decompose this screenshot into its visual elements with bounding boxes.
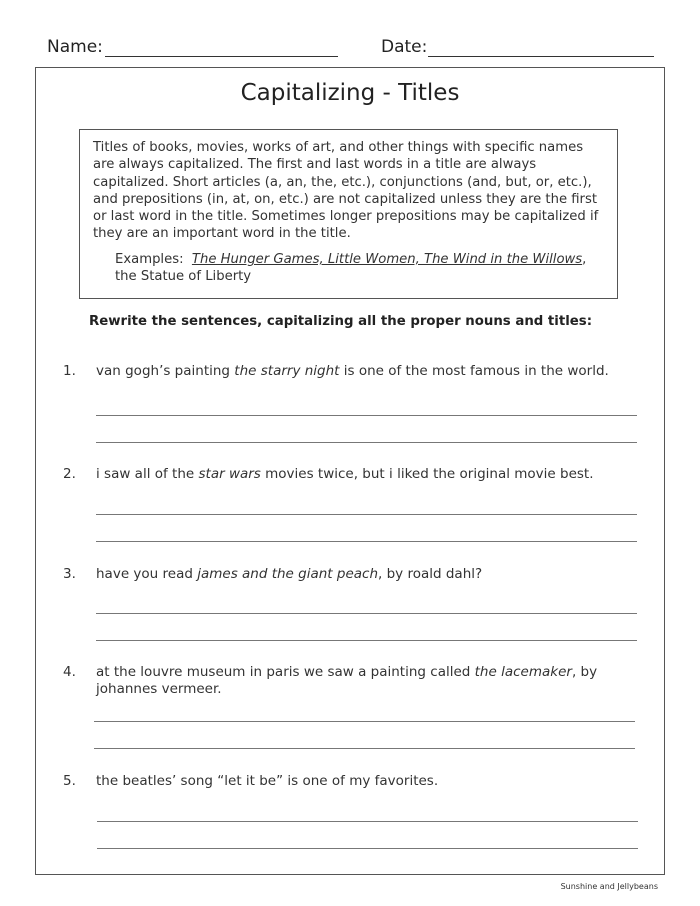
- question-number: 2.: [63, 466, 76, 482]
- answer-line[interactable]: [96, 613, 637, 614]
- name-label: Name:: [47, 37, 103, 57]
- answer-line[interactable]: [96, 514, 637, 515]
- examples-line: [115, 251, 605, 286]
- question-text: the beatles’ song “let it be” is one of my favorites.: [96, 773, 439, 789]
- date-label: Date:: [381, 37, 428, 57]
- answer-line[interactable]: [96, 415, 637, 416]
- info-paragraph: Titles of books, movies, works of art, and other things with specific names are always capitalized. The first and last words in a title are always capitalized. Short articles (a, an, the, etc.), conjunctions (and, but, or, etc.), and prepositions (in, at, on, etc.) are not capitalized unless they are the first or last word in the title. Sometimes longer prepositions may be capitalized if they are an important word in the title.: [93, 140, 599, 242]
- question-number: 5.: [63, 773, 76, 789]
- footer-credit: Sunshine and Jellybeans: [560, 882, 658, 891]
- examples-label: Examples:: [115, 252, 184, 267]
- question-number: 4.: [63, 664, 76, 680]
- examples-titles: The Hunger Games, Little Women, The Wind in the Willows: [191, 252, 583, 267]
- question-text: van gogh’s painting the starry night is one of the most famous in the world.: [96, 363, 609, 379]
- examples-rest: , the Statue of Liberty: [115, 252, 587, 285]
- instructions: Rewrite the sentences, capitalizing all the proper nouns and titles:: [89, 314, 593, 329]
- date-blank-line[interactable]: [428, 56, 654, 57]
- question-number: 3.: [63, 566, 76, 582]
- answer-line[interactable]: [94, 721, 635, 722]
- page-title: Capitalizing - Titles: [240, 80, 460, 106]
- question-text: at the louvre museum in paris we saw a painting called the lacemaker, by johannes vermeer.: [96, 664, 598, 697]
- question-text: i saw all of the star wars movies twice, but i liked the original movie best.: [96, 466, 594, 482]
- answer-line[interactable]: [96, 442, 637, 443]
- question-text: have you read james and the giant peach, by roald dahl?: [96, 566, 483, 582]
- answer-line[interactable]: [96, 640, 637, 641]
- name-blank-line[interactable]: [105, 56, 338, 57]
- question-number: 1.: [63, 363, 76, 379]
- answer-line[interactable]: [96, 541, 637, 542]
- answer-line[interactable]: [97, 821, 638, 822]
- answer-line[interactable]: [94, 748, 635, 749]
- answer-line[interactable]: [97, 848, 638, 849]
